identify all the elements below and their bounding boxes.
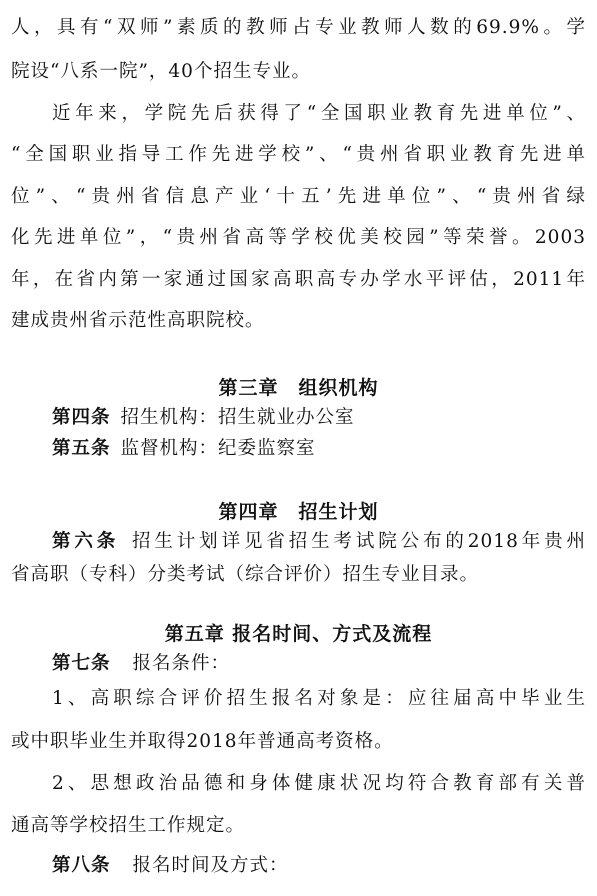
item-1-line-2: 或中职毕业生并取得2018年普通高考资格。 [11, 731, 394, 752]
article-7-text: 报名条件： [132, 653, 231, 674]
article-8-label: 第八条 [52, 855, 111, 876]
chapter-3-heading: 第三章 组织机构 [218, 377, 379, 399]
intro-line-1: 人，具有“双师”素质的教师占专业教师人数的69.9%。学 [11, 17, 586, 38]
item-1-line-1: 1、高职综合评价招生报名对象是：应往届高中毕业生 [52, 688, 586, 709]
chapter-5-heading: 第五章 报名时间、方式及流程 [164, 623, 433, 645]
item-2-line-1: 2、思想政治品德和身体健康状况均符合教育部有关普 [52, 773, 586, 794]
article-8 [52, 853, 586, 879]
article-8-text: 报名时间及方式： [132, 855, 289, 876]
honors-line-4: 化先进单位”，“贵州省高等学校优美校园”等荣誉。2003 [11, 227, 586, 248]
honors-line-5: 年，在省内第一家通过国家高职高专办学水平评估，2011年 [11, 269, 586, 290]
article-4-text: 招生机构：招生就业办公室 [120, 407, 355, 428]
article-6-text: 招生计划详见省招生考试院公布的2018年贵州 [129, 531, 586, 552]
article-4 [52, 405, 586, 431]
article-5-text: 监督机构：纪委监察室 [120, 438, 316, 459]
article-7-label: 第七条 [52, 653, 111, 674]
honors-line-1: 近年来，学院先后获得了“全国职业教育先进单位”、 [52, 103, 586, 124]
honors-line-2: “全国职业指导工作先进学校”、“贵州省职业教育先进单 [11, 144, 586, 165]
article-6 [52, 529, 586, 555]
intro-line-2: 院设“八系一院”，40个招生专业。 [11, 61, 311, 82]
article-6-line-2: 省高职（专科）分类考试（综合评价）招生专业目录。 [11, 564, 480, 585]
chapter-4-heading: 第四章 招生计划 [218, 501, 379, 523]
article-7 [52, 651, 586, 677]
item-2-line-2: 通高等学校招生工作规定。 [11, 815, 246, 836]
honors-line-3: 位”、“贵州省信息产业‘十五’先进单位”、“贵州省绿 [11, 186, 586, 207]
article-4-label: 第四条 [52, 407, 111, 428]
article-5-label: 第五条 [52, 438, 111, 459]
article-6-label: 第六条 [52, 531, 120, 552]
honors-line-6: 建成贵州省示范性高职院校。 [11, 310, 265, 331]
article-5 [52, 436, 586, 462]
